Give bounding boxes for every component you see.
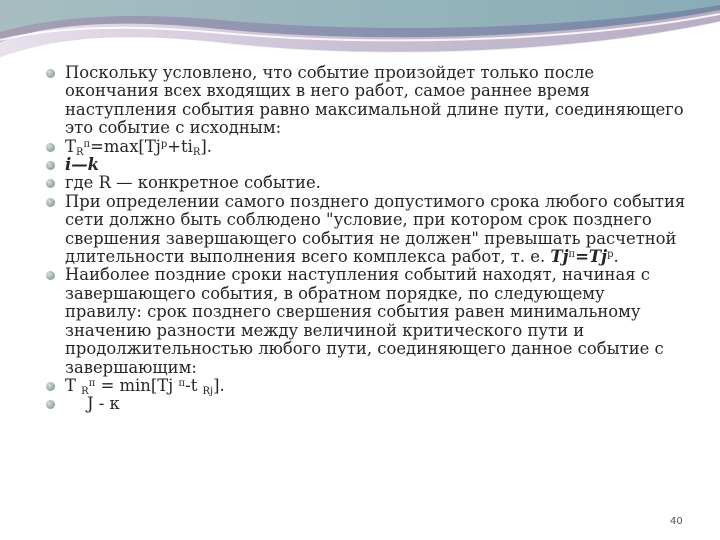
bullet-2-formula: $T_R^п=\max[Tj^р+ti_R]$.	[46, 138, 686, 156]
page-number: 40	[670, 516, 683, 527]
bullet-1: Поскольку условлено, что событие произойдет только после окончания всех входящих в него работ, самое раннее время наступления события равно максимальной длине пути, соединяющего это событие с исходным:	[46, 64, 686, 138]
bullet-7-formula: T $_R^п$ = min[Tj $^п$-t $_{Rj}$].	[46, 377, 686, 395]
bullet-8-index: J - к	[46, 395, 686, 413]
bullet-4: где R — конкретное событие.	[46, 174, 686, 192]
bullet-list	[46, 64, 686, 414]
bullet-5: При определении самого позднего допустимого срока любого события сети должно быть соблюдено "условие, при котором срок позднего свершения завершающего события не должен" превышать расчетной длительности выполнения всего комплекса работ, т. е. $Тj^п=Тj^р$.	[46, 193, 686, 267]
bullet-3-index: i—k	[46, 156, 686, 174]
bullet-6: Наиболее поздние сроки наступления событий находят, начиная с завершающего события, в обратном порядке, по следующему правилу: срок позднего свершения события равен минимальному значению разности между величиной критического пути и продолжительностью любого пути, соединяющего данное событие с завершающим:	[46, 266, 686, 376]
